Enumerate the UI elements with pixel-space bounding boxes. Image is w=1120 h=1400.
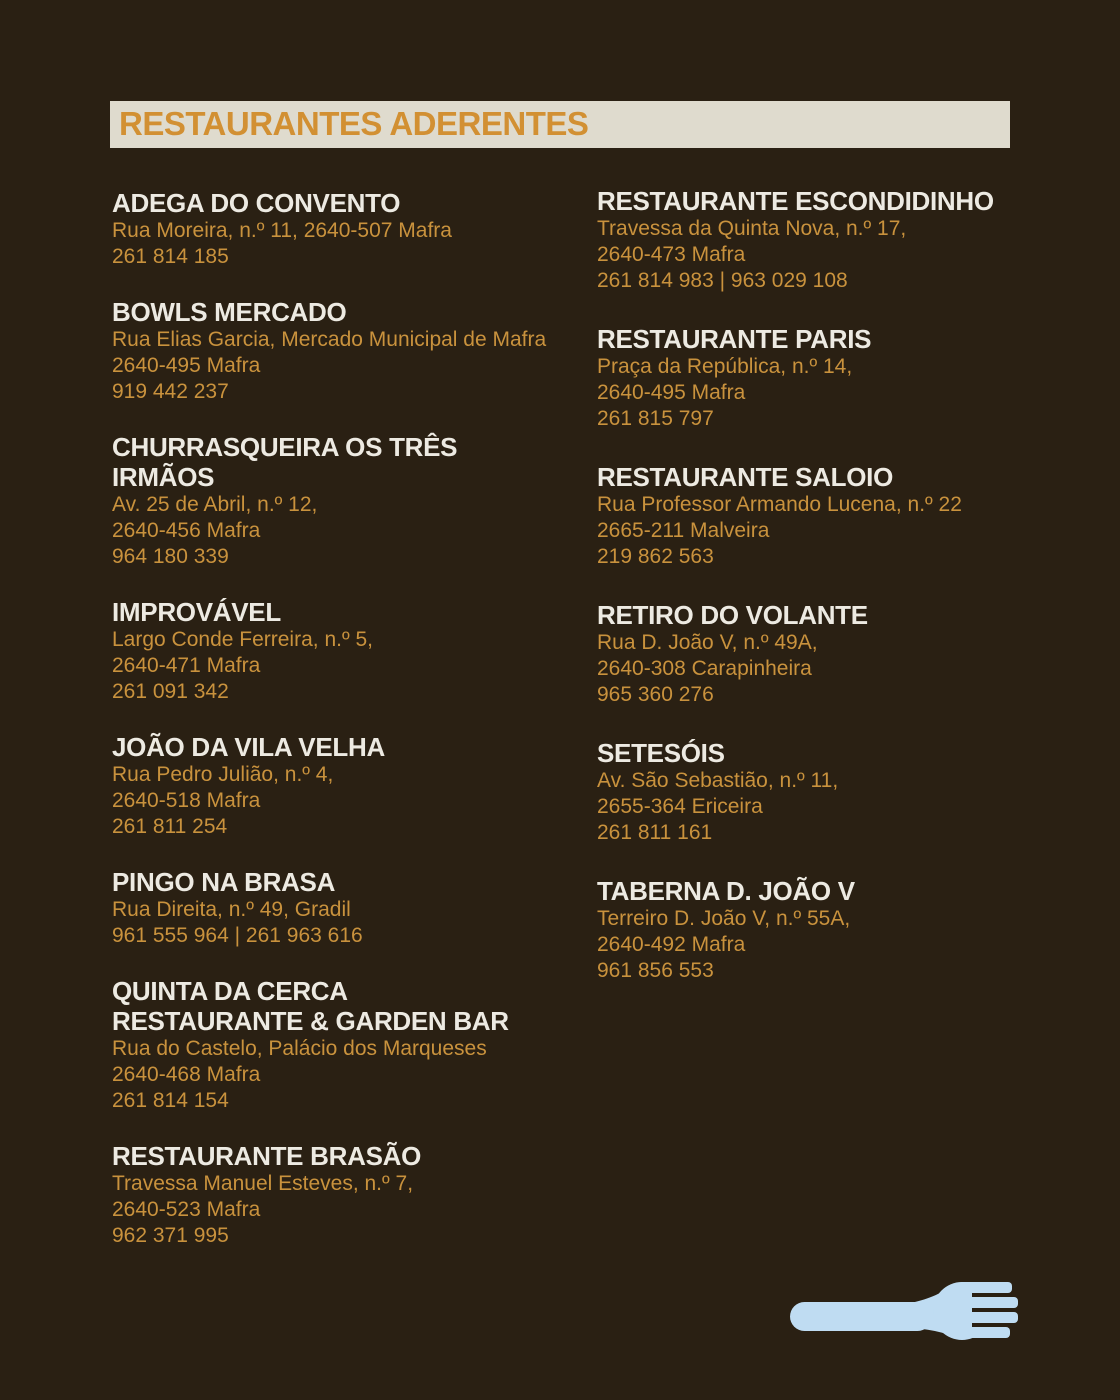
restaurant-address: Rua D. João V, n.º 49A, (597, 631, 818, 654)
restaurant-postal: 2655-364 Ericeira (597, 795, 763, 818)
restaurant-phone: 261 811 254 (112, 815, 228, 838)
restaurant-name-line: CHURRASQUEIRA OS TRÊS (112, 432, 458, 462)
restaurant-postal: 2640-473 Mafra (597, 243, 746, 266)
restaurant-address: Travessa Manuel Esteves, n.º 7, (112, 1172, 414, 1195)
restaurant-entry (112, 867, 612, 949)
restaurant-entry (597, 462, 1077, 570)
restaurant-address: Rua do Castelo, Palácio dos Marqueses (112, 1037, 487, 1060)
restaurant-entry (597, 876, 1077, 984)
restaurant-address: Travessa da Quinta Nova, n.º 17, (597, 217, 907, 240)
restaurant-address: Rua Pedro Julião, n.º 4, (112, 763, 334, 786)
restaurant-name-line: RETIRO DO VOLANTE (597, 600, 868, 630)
restaurant-address: Rua Direita, n.º 49, Gradil (112, 898, 351, 921)
restaurant-phone: 261 091 342 (112, 680, 229, 703)
restaurant-name-line: PINGO NA BRASA (112, 867, 336, 897)
page-title-banner (110, 101, 1010, 148)
restaurant-phone: 962 371 995 (112, 1224, 229, 1247)
restaurant-phone: 261 815 797 (597, 407, 714, 430)
restaurant-address: Praça da República, n.º 14, (597, 355, 853, 378)
restaurant-postal: 2640-523 Mafra (112, 1198, 261, 1221)
restaurant-name (597, 738, 1077, 768)
restaurant-name (112, 188, 612, 218)
restaurant-column-right (597, 186, 1077, 1014)
restaurant-phone: 964 180 339 (112, 545, 229, 568)
restaurant-name (112, 976, 612, 1036)
restaurant-name (597, 324, 1077, 354)
restaurant-postal: 2640-471 Mafra (112, 654, 261, 677)
restaurant-name-line: IRMÃOS (112, 462, 215, 492)
page-title: RESTAURANTES ADERENTES (119, 105, 589, 142)
restaurant-name-line: TABERNA D. JOÃO V (597, 876, 855, 906)
restaurant-name-line: QUINTA DA CERCA (112, 976, 348, 1006)
restaurant-phone: 261 811 161 (597, 821, 713, 844)
restaurant-postal: 2640-492 Mafra (597, 933, 746, 956)
restaurant-entry (112, 297, 612, 405)
restaurant-phone: 219 862 563 (597, 545, 714, 568)
restaurant-postal: 2640-495 Mafra (112, 354, 261, 377)
restaurant-name (112, 732, 612, 762)
restaurant-entry (597, 324, 1077, 432)
restaurant-entry (112, 188, 612, 270)
restaurant-name-line: ADEGA DO CONVENTO (112, 188, 401, 218)
restaurant-phone: 965 360 276 (597, 683, 714, 706)
restaurant-postal: 2640-308 Carapinheira (597, 657, 812, 680)
restaurant-name-line: JOÃO DA VILA VELHA (112, 732, 385, 762)
restaurant-phone: 961 555 964 | 261 963 616 (112, 924, 363, 947)
restaurant-name-line: RESTAURANTE & GARDEN BAR (112, 1006, 509, 1036)
restaurant-name-line: RESTAURANTE PARIS (597, 324, 872, 354)
restaurant-name-line: BOWLS MERCADO (112, 297, 347, 327)
restaurant-name-line: RESTAURANTE BRASÃO (112, 1141, 422, 1171)
restaurant-postal: 2640-456 Mafra (112, 519, 261, 542)
restaurant-entry (597, 186, 1077, 294)
restaurant-name-line: RESTAURANTE ESCONDIDINHO (597, 186, 994, 216)
restaurant-entry (112, 732, 612, 840)
restaurant-name-line: IMPROVÁVEL (112, 597, 281, 627)
restaurant-postal: 2665-211 Malveira (597, 519, 770, 542)
restaurant-name (597, 462, 1077, 492)
restaurant-address: Rua Professor Armando Lucena, n.º 22 (597, 493, 962, 516)
restaurant-phone: 261 814 185 (112, 245, 229, 268)
restaurant-postal: 2640-495 Mafra (597, 381, 746, 404)
restaurant-name (112, 432, 612, 492)
restaurant-address: Av. 25 de Abril, n.º 12, (112, 493, 318, 516)
restaurant-name-line: RESTAURANTE SALOIO (597, 462, 894, 492)
restaurant-phone: 261 814 154 (112, 1089, 229, 1112)
restaurant-entry (597, 600, 1077, 708)
restaurant-entry (112, 597, 612, 705)
restaurant-entry (112, 1141, 612, 1249)
restaurant-entry (112, 432, 612, 570)
restaurant-address: Largo Conde Ferreira, n.º 5, (112, 628, 373, 651)
restaurant-column-left (112, 188, 612, 1276)
restaurant-name (597, 600, 1077, 630)
restaurant-entry (597, 738, 1077, 846)
restaurant-name (112, 297, 612, 327)
restaurant-name-line: SETESÓIS (597, 738, 725, 768)
restaurant-address: Av. São Sebastião, n.º 11, (597, 769, 839, 792)
restaurant-entry (112, 976, 612, 1114)
restaurant-address: Rua Elias Garcia, Mercado Municipal de Mafra (112, 328, 547, 351)
restaurant-phone: 261 814 983 | 963 029 108 (597, 269, 848, 292)
restaurant-postal: 2640-468 Mafra (112, 1063, 261, 1086)
restaurant-address: Terreiro D. João V, n.º 55A, (597, 907, 851, 930)
restaurant-name (112, 597, 612, 627)
restaurant-name (597, 876, 1077, 906)
fork-icon (790, 1281, 1020, 1344)
restaurant-name (112, 867, 612, 897)
restaurant-phone: 961 856 553 (597, 959, 714, 982)
restaurant-name (597, 186, 1077, 216)
restaurant-name (112, 1141, 612, 1171)
restaurant-phone: 919 442 237 (112, 380, 229, 403)
restaurant-postal: 2640-518 Mafra (112, 789, 261, 812)
restaurant-address: Rua Moreira, n.º 11, 2640-507 Mafra (112, 219, 452, 242)
